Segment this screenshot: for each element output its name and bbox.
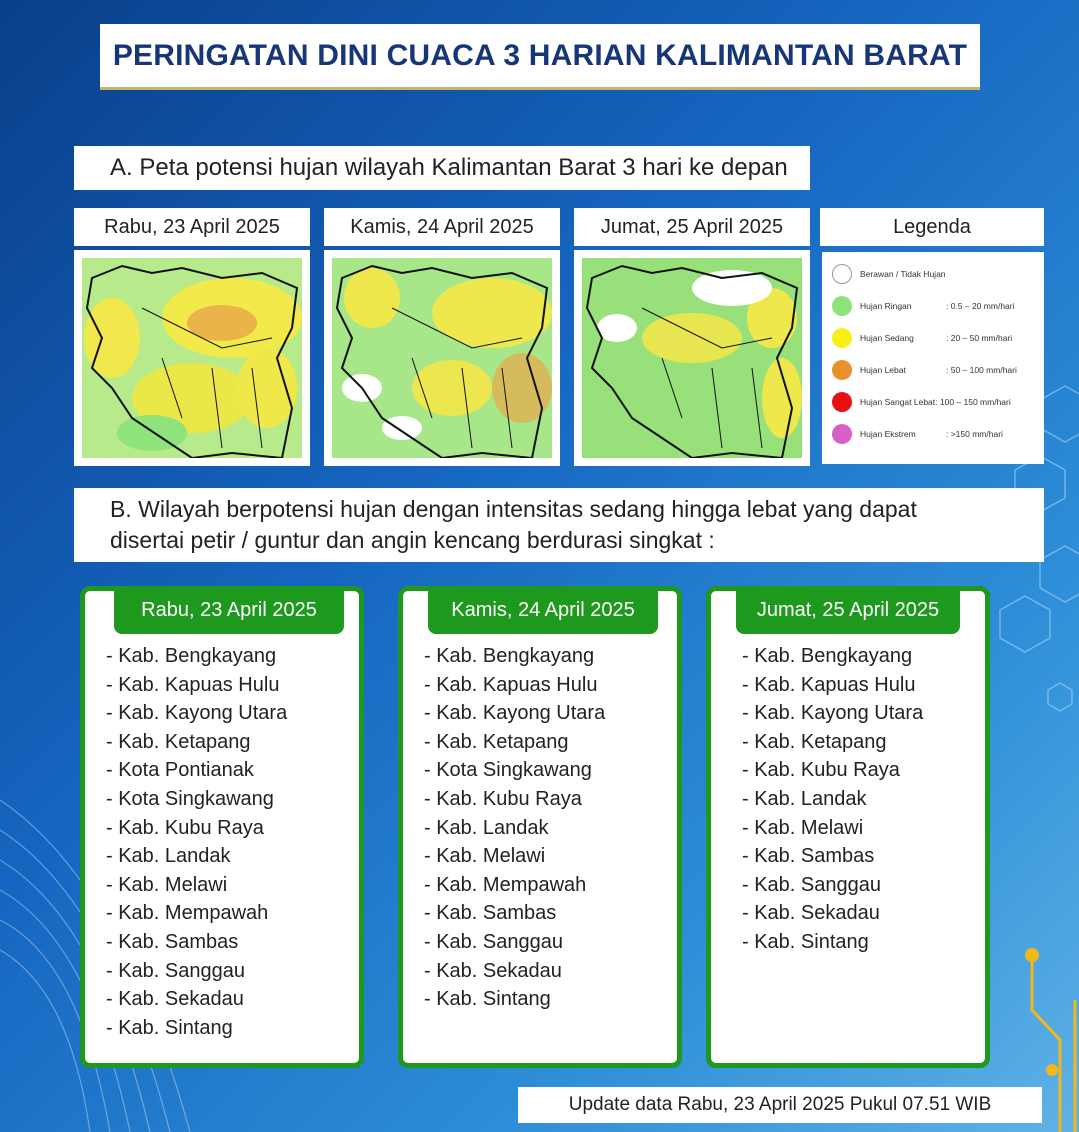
list-item: - Kab. Kapuas Hulu [742, 673, 916, 696]
section-b-line-1: B. Wilayah berpotensi hujan dengan intensitas sedang hingga lebat yang dapat [110, 496, 917, 522]
legend-item-name: Hujan Lebat [860, 365, 906, 375]
section-b-header [74, 488, 1044, 562]
list-item: - Kab. Sekadau [106, 988, 244, 1011]
map-date-header-1 [74, 208, 310, 246]
list-item: - Kab. Sintang [424, 988, 551, 1011]
rain-map-day-2 [324, 250, 560, 466]
legend-panel [822, 252, 1044, 464]
list-item: - Kab. Kayong Utara [742, 702, 924, 725]
list-item: - Kab. Ketapang [424, 730, 569, 753]
map-date-label: Rabu, 23 April 2025 [104, 215, 280, 238]
heavy-rain-swatch-icon [832, 360, 852, 380]
section-b-line-2: disertai petir / guntur dan angin kencang berdurasi singkat : [110, 527, 715, 553]
cloudy-swatch-icon [832, 264, 852, 284]
list-item: - Kota Pontianak [106, 759, 254, 782]
legend-item [832, 424, 1003, 444]
list-item: - Kab. Sambas [106, 930, 239, 953]
day-1-region-list [106, 642, 287, 1042]
list-item: - Kab. Sekadau [424, 959, 562, 982]
day-card-date-tab [114, 586, 344, 634]
map-date-label: Kamis, 24 April 2025 [350, 215, 534, 238]
legend-item-name: Hujan Ekstrem [860, 429, 916, 439]
list-item: - Kab. Melawi [424, 845, 546, 868]
list-item: - Kab. Melawi [106, 873, 228, 896]
rain-map-image [582, 258, 802, 458]
moderate-rain-swatch-icon [832, 328, 852, 348]
list-item: - Kab. Mempawah [106, 902, 269, 925]
map-date-header-2 [324, 208, 560, 246]
list-item: - Kab. Sanggau [424, 930, 563, 953]
legend-item-name: Berawan / Tidak Hujan [860, 269, 946, 279]
list-item: - Kota Singkawang [106, 787, 274, 810]
legend-item-name: Hujan Ringan [860, 301, 912, 311]
rain-map-day-3 [574, 250, 810, 466]
list-item: - Kab. Sintang [742, 930, 869, 953]
list-item: - Kab. Landak [742, 787, 867, 810]
rain-map-image [332, 258, 552, 458]
very-heavy-rain-swatch-icon [832, 392, 852, 412]
list-item: - Kab. Melawi [742, 816, 864, 839]
list-item: - Kab. Sambas [742, 845, 875, 868]
day-card-date-tab [428, 586, 658, 634]
list-item: - Kab. Landak [106, 845, 231, 868]
day-card-date-tab [736, 586, 960, 634]
section-a-header [74, 146, 810, 190]
page-title: PERINGATAN DINI CUACA 3 HARIAN KALIMANTAN BARAT [112, 38, 968, 72]
list-item: - Kab. Kapuas Hulu [424, 673, 598, 696]
map-date-header-3 [574, 208, 810, 246]
day-card-date: Jumat, 25 April 2025 [756, 598, 940, 621]
day-card-date: Rabu, 23 April 2025 [141, 598, 317, 621]
map-date-label: Jumat, 25 April 2025 [600, 215, 784, 238]
legend-item-range: : 50 – 100 mm/hari [946, 365, 1017, 375]
day-2-region-list [424, 642, 605, 1014]
legend-item [832, 360, 1017, 380]
list-item: - Kab. Kubu Raya [742, 759, 900, 782]
light-rain-swatch-icon [832, 296, 852, 316]
day-3-region-list [742, 642, 923, 957]
list-item: - Kab. Kubu Raya [424, 787, 582, 810]
list-item: - Kab. Sambas [424, 902, 557, 925]
rain-map-image [82, 258, 302, 458]
legend-item-range: : >150 mm/hari [946, 429, 1003, 439]
list-item: - Kab. Landak [424, 816, 549, 839]
legend-item-name: Hujan Sedang [860, 333, 914, 343]
legend-item [832, 296, 1015, 316]
legend-header [820, 208, 1044, 246]
legend-title: Legenda [893, 215, 971, 238]
list-item: - Kab. Kayong Utara [424, 702, 606, 725]
list-item: - Kab. Ketapang [106, 730, 251, 753]
day-card-date: Kamis, 24 April 2025 [451, 598, 635, 621]
legend-item [832, 392, 1011, 412]
legend-item-range: : 0.5 – 20 mm/hari [946, 301, 1015, 311]
list-item: - Kab. Sintang [106, 1016, 233, 1039]
rain-map-day-1 [74, 250, 310, 466]
list-item: - Kab. Bengkayang [106, 645, 277, 667]
update-timestamp-box [518, 1087, 1042, 1123]
section-a-title: A. Peta potensi hujan wilayah Kalimantan Barat 3 hari ke depan [110, 154, 788, 181]
list-item: - Kab. Mempawah [424, 873, 587, 896]
update-timestamp: Update data Rabu, 23 April 2025 Pukul 07.51 WIB [568, 1094, 992, 1115]
legend-item-range: : 100 – 150 mm/hari [935, 397, 1011, 407]
list-item: - Kab. Bengkayang [424, 645, 595, 667]
legend-item [832, 264, 946, 284]
title-banner [100, 24, 980, 90]
list-item: - Kab. Kapuas Hulu [106, 673, 280, 696]
list-item: - Kab. Sanggau [106, 959, 245, 982]
list-item: - Kab. Kubu Raya [106, 816, 264, 839]
list-item: - Kab. Kayong Utara [106, 702, 288, 725]
extreme-rain-swatch-icon [832, 424, 852, 444]
list-item: - Kab. Ketapang [742, 730, 887, 753]
legend-item [832, 328, 1012, 348]
legend-item-name: Hujan Sangat Lebat [860, 397, 936, 407]
list-item: - Kab. Sekadau [742, 902, 880, 925]
list-item: - Kota Singkawang [424, 759, 592, 782]
list-item: - Kab. Sanggau [742, 873, 881, 896]
legend-item-range: : 20 – 50 mm/hari [946, 333, 1013, 343]
list-item: - Kab. Bengkayang [742, 645, 913, 667]
